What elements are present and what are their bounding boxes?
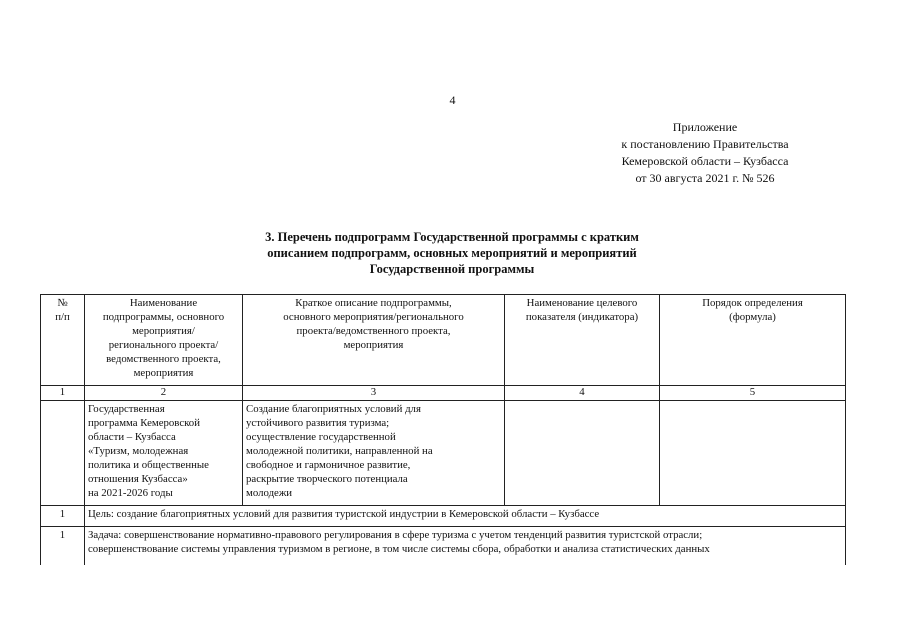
- column-number-cell: 1: [41, 386, 85, 401]
- header-cell-formula: Порядок определения (формула): [660, 295, 846, 386]
- goal-text-cell: Цель: создание благоприятных условий для развития туристской индустрии в Кемеровской области – Кузбассе: [85, 506, 846, 527]
- task-text-cell: Задача: совершенствование нормативно-правового регулирования в сфере туризма с учетом тенденций развития туристской отрасли; совершенствование системы управления туризмом в регионе, в том числе системы сбора, обработки и анализа статистических данных: [85, 527, 846, 566]
- program-formula-cell: [660, 401, 846, 506]
- task-row: [41, 527, 846, 566]
- appendix-line: к постановлению Правительства: [621, 137, 789, 151]
- header-cell-indicator: Наименование целевого показателя (индикатора): [505, 295, 660, 386]
- programs-table: [40, 294, 846, 565]
- header-cell-name: Наименование подпрограммы, основного мероприятия/ регионального проекта/ ведомственного проекта, мероприятия: [85, 295, 243, 386]
- document-title: [150, 229, 754, 277]
- column-number-cell: 5: [660, 386, 846, 401]
- task-number-cell: 1: [41, 527, 85, 566]
- appendix-line: от 30 августа 2021 г. № 526: [635, 171, 775, 185]
- column-number-cell: 3: [243, 386, 505, 401]
- program-number-cell: [41, 401, 85, 506]
- column-number-row: [41, 386, 846, 401]
- table-header-row: [41, 295, 846, 386]
- program-row: [41, 401, 846, 506]
- goal-number-cell: 1: [41, 506, 85, 527]
- program-indicator-cell: [505, 401, 660, 506]
- title-line: Государственной программы: [369, 262, 535, 276]
- appendix-header: [560, 119, 850, 187]
- column-number-cell: 2: [85, 386, 243, 401]
- header-cell-description: Краткое описание подпрограммы, основного мероприятия/регионального проекта/ведомственного проекта, мероприятия: [243, 295, 505, 386]
- program-description-cell: Создание благоприятных условий для устойчивого развития туризма; осуществление государственной молодежной политики, направленной на свободное и гармоничное развитие, раскрытие творческого потенциала молодежи: [243, 401, 505, 506]
- appendix-line: Кемеровской области – Кузбасса: [621, 154, 789, 168]
- title-line: описанием подпрограмм, основных мероприятий и мероприятий: [267, 246, 637, 260]
- column-number-cell: 4: [505, 386, 660, 401]
- goal-row: [41, 506, 846, 527]
- header-cell-number: № п/п: [41, 295, 85, 386]
- page-number: 4: [449, 93, 456, 107]
- program-name-cell: Государственная программа Кемеровской области – Кузбасса «Туризм, молодежная политика и общественные отношения Кузбасса» на 2021-2026 годы: [85, 401, 243, 506]
- title-line: 3. Перечень подпрограмм Государственной программы с кратким: [265, 230, 639, 244]
- appendix-line: Приложение: [672, 120, 738, 134]
